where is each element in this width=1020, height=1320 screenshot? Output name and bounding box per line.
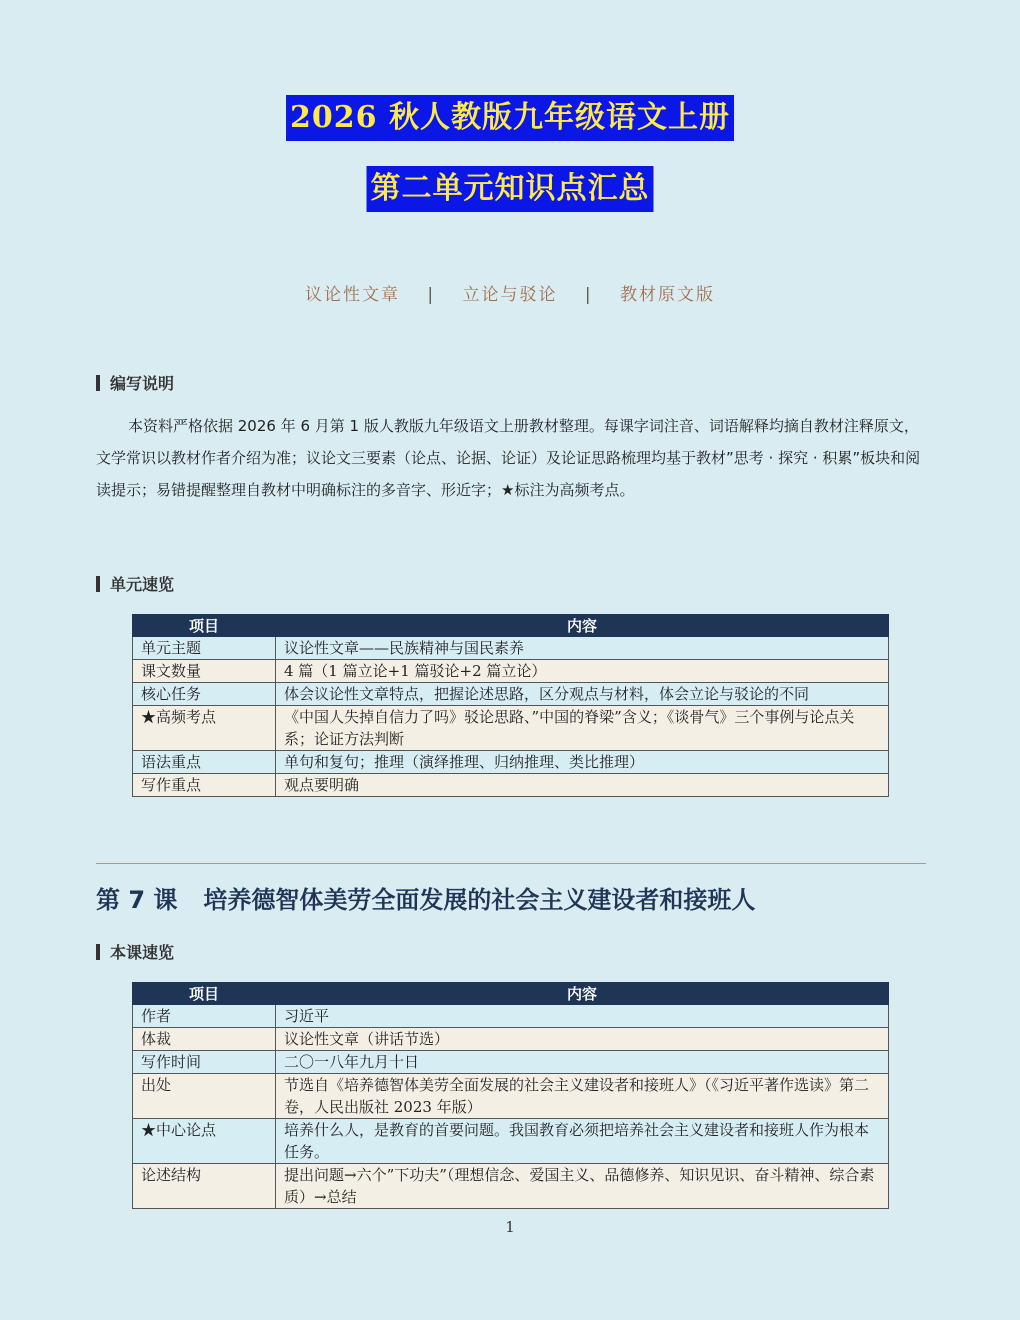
row-label: 作者	[133, 1005, 276, 1028]
row-label: 出处	[133, 1074, 276, 1119]
table-row	[133, 1164, 889, 1209]
row-label: 课文数量	[133, 660, 276, 683]
row-value: 单句和复句；推理（演绎推理、归纳推理、类比推理）	[276, 751, 889, 774]
lesson-title	[96, 880, 755, 915]
row-label: 体裁	[133, 1028, 276, 1051]
row-value: 培养什么人，是教育的首要问题。我国教育必须把培养社会主义建设者和接班人作为根本任务。	[276, 1119, 889, 1164]
table-row	[133, 774, 889, 797]
row-label: 写作时间	[133, 1051, 276, 1074]
section-heading-text: 单元速览	[110, 575, 175, 594]
section-heading-notes	[96, 371, 174, 394]
row-value: 体会议论性文章特点，把握论述思路，区分观点与材料，体会立论与驳论的不同	[276, 683, 889, 706]
row-label: 论述结构	[133, 1164, 276, 1209]
table-header-row	[133, 615, 889, 637]
page-number: 1	[505, 1218, 515, 1236]
table-row	[133, 751, 889, 774]
table-header-row	[133, 983, 889, 1005]
heading-bar-icon	[96, 944, 100, 960]
table-row	[133, 1005, 889, 1028]
table-row	[133, 660, 889, 683]
doc-title-line2: 第二单元知识点汇总	[367, 166, 654, 212]
row-value: 4 篇（1 篇立论+1 篇驳论+2 篇立论）	[276, 660, 889, 683]
lesson-overview-table	[132, 982, 889, 1209]
section-heading-text: 本课速览	[110, 943, 175, 962]
notes-paragraph: 本资料严格依据 2026 年 6 月第 1 版人教版九年级语文上册教材整理。每课字词注音、词语解释均摘自教材注释原文，文学常识以教材作者介绍为准；议论文三要素（论点、论据、论证）及论证思路梳理均基于教材”思考 · 探究 · 积累”板块和阅读提示；易错提醒整理自教材中明确标注的多音字、形近字；★标注为高频考点。	[96, 417, 921, 499]
row-value: 议论性文章——民族精神与国民素养	[276, 637, 889, 660]
table-row	[133, 1051, 889, 1074]
col-header-item: 项目	[133, 983, 276, 1005]
heading-bar-icon	[96, 576, 100, 592]
row-label: 单元主题	[133, 637, 276, 660]
tag-textbook-edition: 教材原文版	[620, 285, 716, 305]
row-value: 节选自《培养德智体美劳全面发展的社会主义建设者和接班人》（《习近平著作选读》第二卷，人民出版社 2023 年版）	[276, 1074, 889, 1119]
table-row	[133, 1119, 889, 1164]
tag-argumentative: 议论性文章	[304, 285, 400, 305]
tag-separator: |	[427, 285, 436, 305]
row-value: 《中国人失掉自信力了吗》驳论思路、”中国的脊梁”含义；《谈骨气》三个事例与论点关系；论证方法判断	[276, 706, 889, 751]
table-row	[133, 706, 889, 751]
table-row	[133, 1028, 889, 1051]
section-heading-text: 编写说明	[110, 374, 175, 393]
section-divider	[96, 863, 926, 864]
row-value: 提出问题→六个”下功夫”（理想信念、爱国主义、品德修养、知识见识、奋斗精神、综合素质）→总结	[276, 1164, 889, 1209]
col-header-item: 项目	[133, 615, 276, 637]
row-label: ★中心论点	[133, 1119, 276, 1164]
tag-separator: |	[584, 285, 593, 305]
row-value: 议论性文章（讲话节选）	[276, 1028, 889, 1051]
heading-bar-icon	[96, 375, 100, 391]
tag-line	[0, 280, 1020, 305]
row-label: 核心任务	[133, 683, 276, 706]
row-value: 二〇一八年九月十日	[276, 1051, 889, 1074]
row-value: 观点要明确	[276, 774, 889, 797]
table-row	[133, 683, 889, 706]
row-label: 语法重点	[133, 751, 276, 774]
row-value: 习近平	[276, 1005, 889, 1028]
col-header-content: 内容	[276, 615, 889, 637]
tag-argument-types: 立论与驳论	[462, 285, 558, 305]
lesson-number: 第 7 课	[96, 886, 178, 914]
unit-overview-table	[132, 614, 889, 797]
doc-title-line1: 2026 秋人教版九年级语文上册	[286, 95, 734, 141]
section-heading-lesson	[96, 940, 174, 963]
col-header-content: 内容	[276, 983, 889, 1005]
table-row	[133, 1074, 889, 1119]
row-label: 写作重点	[133, 774, 276, 797]
section-heading-unit	[96, 572, 174, 595]
row-label: ★高频考点	[133, 706, 276, 751]
lesson-name: 培养德智体美劳全面发展的社会主义建设者和接班人	[203, 886, 756, 914]
table-row	[133, 637, 889, 660]
